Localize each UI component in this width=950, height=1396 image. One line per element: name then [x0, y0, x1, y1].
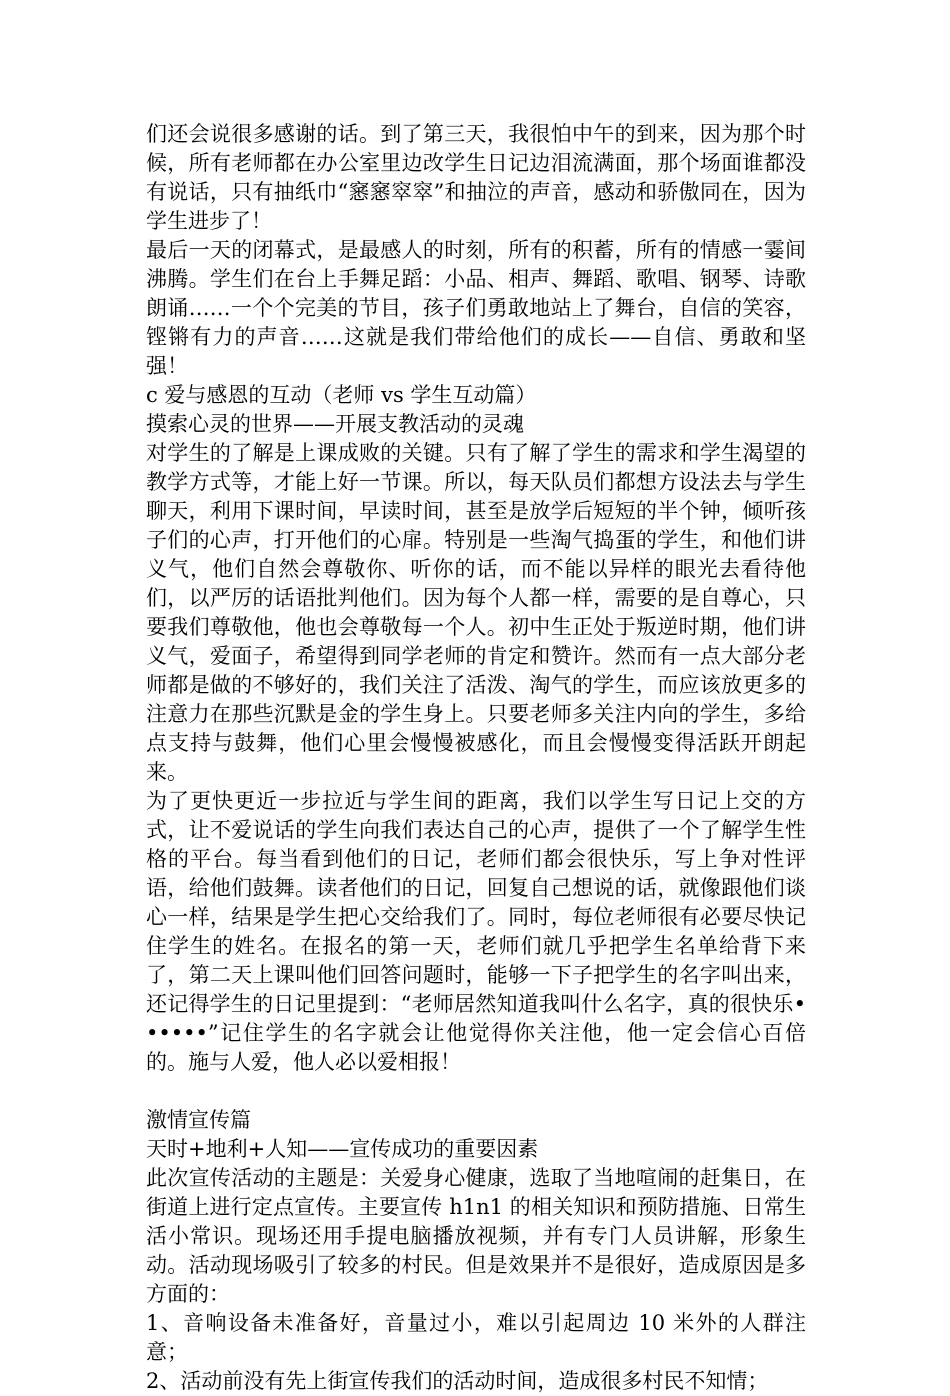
document-page	[146, 120, 806, 1396]
paragraph-student-diaries: 为了更快更近一步拉近与学生间的距离，我们以学生写日记上交的方式，让不爱说话的学生向我们表达自己的心声，提供了一个了解学生性格的平台。每当看到他们的日记，老师们都会很快乐，写上争对性评语，给他们鼓舞。读者他们的日记，回复自己想说的话，就像跟他们谈心一样，结果是学生把心交给我们了。同时，每位老师很有必要尽快记住学生的姓名。在报名的第一天，老师们就几乎把学生名单给背下来了，第二天上课叫他们回答问题时，能够一下子把学生的名字叫出来，还记得学生的日记里提到：“老师居然知道我叫什么名字，真的很快乐••••••”记住学生的名字就会让他觉得你关注他，他一定会信心百倍的。施与人爱，他人必以爱相报！	[146, 789, 806, 1074]
paragraph-closing-ceremony: 最后一天的闭幕式，是最感人的时刻，所有的积蓄，所有的情感一霎间沸腾。学生们在台上手舞足蹈：小品、相声、舞蹈、歌唱、钢琴、诗歌朗诵……一个个完美的节目，孩子们勇敢地站上了舞台，自信的笑容，铿锵有力的声音……这就是我们带给他们的成长——自信、勇敢和坚强！	[146, 238, 806, 378]
paragraph-promotion-activity: 此次宣传活动的主题是：关爱身心健康，选取了当地喧闹的赶集日，在街道上进行定点宣传。主要宣传 h1n1 的相关知识和预防措施、日常生活小常识。现场还用手提电脑播放视频，并有专门人员讲解，形象生动。活动现场吸引了较多的村民。但是效果并不是很好，造成原因是多方面的：	[146, 1166, 806, 1306]
subheading-soul-of-teaching: 摸索心灵的世界——开展支教活动的灵魂	[146, 412, 524, 436]
paragraph-day-three: 们还会说很多感谢的话。到了第三天，我很怕中午的到来，因为那个时候，所有老师都在办公室里边改学生日记边泪流满面，那个场面谁都没有说话，只有抽纸巾“窸窸窣窣”和抽泣的声音，感动和骄傲同在，因为学生进步了！	[146, 122, 806, 233]
subheading-success-factors: 天时+地利+人知——宣传成功的重要因素	[146, 1137, 539, 1161]
section-heading-interaction: c 爱与感恩的互动（老师 vs 学生互动篇）	[146, 383, 537, 407]
list-item-reason-2: 2、活动前没有先上街宣传我们的活动时间，造成很多村民不知情；	[146, 1369, 769, 1393]
list-item-reason-1: 1、音响设备未准备好，音量过小，难以引起周边 10 米外的人群注意；	[146, 1311, 806, 1364]
blank-line	[146, 1077, 806, 1106]
section-heading-promotion: 激情宣传篇	[146, 1108, 251, 1132]
paragraph-understanding-students: 对学生的了解是上课成败的关键。只有了解了学生的需求和学生渴望的教学方式等，才能上好一节课。所以，每天队员们都想方设法去与学生聊天，利用下课时间，早读时间，甚至是放学后短短的半个钟，倾听孩子们的心声，打开他们的心扉。特别是一些淘气捣蛋的学生，和他们讲义气，他们自然会尊敬你、听你的话，而不能以异样的眼光去看待他们，以严厉的话语批判他们。因为每个人都一样，需要的是自尊心，只要我们尊敬他，他也会尊敬每一个人。初中生正处于叛逆时期，他们讲义气，爱面子，希望得到同学老师的肯定和赞许。然而有一点大部分老师都是做的不够好的，我们关注了活泼、淘气的学生，而应该放更多的注意力在那些沉默是金的学生身上。只要老师多关注内向的学生，多给点支持与鼓舞，他们心里会慢慢被感化，而且会慢慢变得活跃开朗起来。	[146, 441, 806, 784]
